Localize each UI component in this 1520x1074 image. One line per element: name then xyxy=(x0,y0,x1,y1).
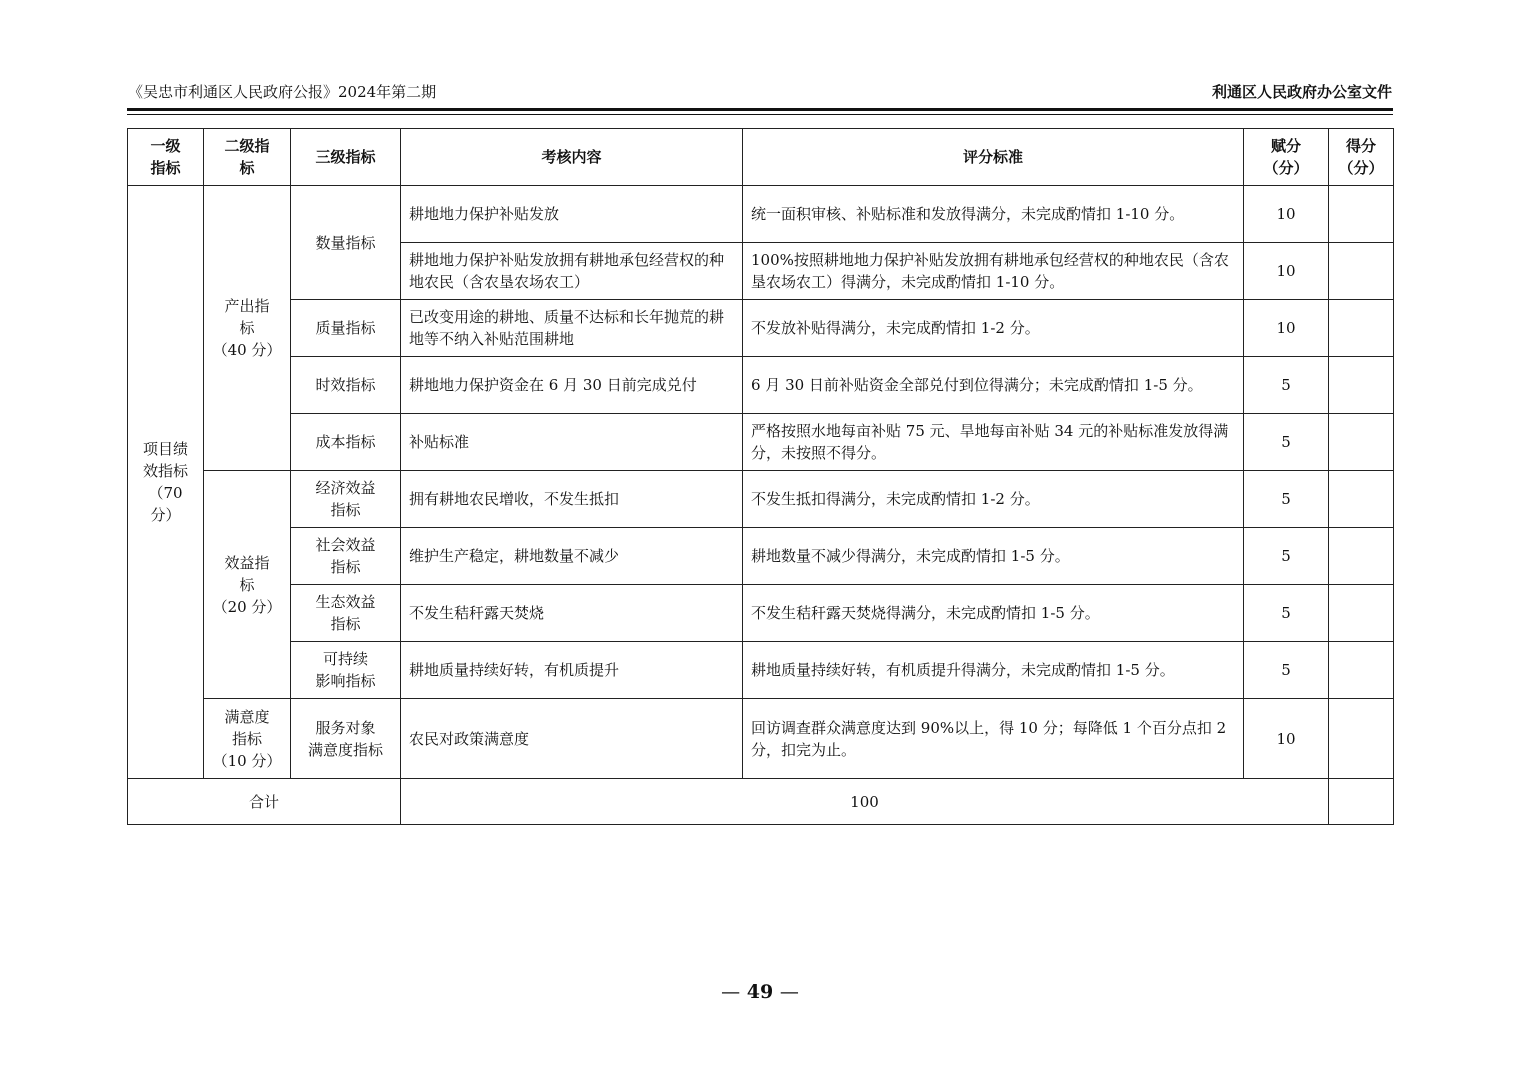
assigned-score-cell: 5 xyxy=(1244,471,1329,528)
header-level3: 三级指标 xyxy=(291,129,401,186)
level2-benefit: 效益指 标 （20 分） xyxy=(204,471,291,699)
assigned-score-cell: 5 xyxy=(1244,357,1329,414)
content-cell: 耕地地力保护补贴发放 xyxy=(401,186,743,243)
standard-cell: 耕地质量持续好转，有机质提升得满分，未完成酌情扣 1-5 分。 xyxy=(743,642,1244,699)
header-level2: 二级指 标 xyxy=(204,129,291,186)
table-row xyxy=(128,699,1394,779)
level1-project-performance: 项目绩 效指标 （70 分） xyxy=(128,186,204,779)
table-row xyxy=(128,357,1394,414)
table-row xyxy=(128,186,1394,243)
level2-output: 产出指 标 （40 分） xyxy=(204,186,291,471)
content-cell: 耕地地力保护资金在 6 月 30 日前完成兑付 xyxy=(401,357,743,414)
level3-ecological-benefit: 生态效益 指标 xyxy=(291,585,401,642)
table-row xyxy=(128,585,1394,642)
header-content: 考核内容 xyxy=(401,129,743,186)
actual-score-cell[interactable] xyxy=(1329,471,1394,528)
content-cell: 拥有耕地农民增收，不发生抵扣 xyxy=(401,471,743,528)
total-actual-score-cell[interactable] xyxy=(1329,779,1394,825)
table-row xyxy=(128,414,1394,471)
page-number: 49 xyxy=(746,981,774,1003)
assigned-score-cell: 5 xyxy=(1244,642,1329,699)
actual-score-cell[interactable] xyxy=(1329,699,1394,779)
level3-social-benefit: 社会效益 指标 xyxy=(291,528,401,585)
header-office-file: 利通区人民政府办公室文件 xyxy=(1211,83,1392,101)
assigned-score-cell: 5 xyxy=(1244,414,1329,471)
standard-cell: 6 月 30 日前补贴资金全部兑付到位得满分；未完成酌情扣 1-5 分。 xyxy=(743,357,1244,414)
header-actual-score: 得分 （分） xyxy=(1329,129,1394,186)
assigned-score-cell: 10 xyxy=(1244,699,1329,779)
assigned-score-cell: 10 xyxy=(1244,243,1329,300)
actual-score-cell[interactable] xyxy=(1329,414,1394,471)
footer-dash-left: — xyxy=(721,981,741,1003)
content-cell: 不发生秸秆露天焚烧 xyxy=(401,585,743,642)
actual-score-cell[interactable] xyxy=(1329,585,1394,642)
content-cell: 已改变用途的耕地、质量不达标和长年抛荒的耕地等不纳入补贴范围耕地 xyxy=(401,300,743,357)
actual-score-cell[interactable] xyxy=(1329,243,1394,300)
level2-satisfaction: 满意度 指标 （10 分） xyxy=(204,699,291,779)
table-row xyxy=(128,300,1394,357)
performance-indicator-table xyxy=(127,128,1394,825)
standard-cell: 100%按照耕地地力保护补贴发放拥有耕地承包经营权的种地农民（含农垦农场农工）得满分，未完成酌情扣 1-10 分。 xyxy=(743,243,1244,300)
level3-cost: 成本指标 xyxy=(291,414,401,471)
table-row xyxy=(128,471,1394,528)
total-label: 合计 xyxy=(128,779,401,825)
header-publication-title: 《吴忠市利通区人民政府公报》2024年第二期 xyxy=(128,83,437,101)
assigned-score-cell: 5 xyxy=(1244,528,1329,585)
table-row xyxy=(128,528,1394,585)
level3-timeliness: 时效指标 xyxy=(291,357,401,414)
header-standard: 评分标准 xyxy=(743,129,1244,186)
level3-quantity: 数量指标 xyxy=(291,186,401,300)
total-value: 100 xyxy=(401,779,1329,825)
table-row xyxy=(128,642,1394,699)
header-level1: 一级 指标 xyxy=(128,129,204,186)
level3-economic-benefit: 经济效益 指标 xyxy=(291,471,401,528)
header-assigned-score: 赋分 （分） xyxy=(1244,129,1329,186)
standard-cell: 统一面积审核、补贴标准和发放得满分，未完成酌情扣 1-10 分。 xyxy=(743,186,1244,243)
content-cell: 维护生产稳定，耕地数量不减少 xyxy=(401,528,743,585)
actual-score-cell[interactable] xyxy=(1329,642,1394,699)
standard-cell: 不发生秸秆露天焚烧得满分，未完成酌情扣 1-5 分。 xyxy=(743,585,1244,642)
standard-cell: 不发生抵扣得满分，未完成酌情扣 1-2 分。 xyxy=(743,471,1244,528)
page-number-footer xyxy=(0,981,1520,1003)
total-row xyxy=(128,779,1394,825)
assigned-score-cell: 10 xyxy=(1244,186,1329,243)
actual-score-cell[interactable] xyxy=(1329,357,1394,414)
standard-cell: 不发放补贴得满分，未完成酌情扣 1-2 分。 xyxy=(743,300,1244,357)
actual-score-cell[interactable] xyxy=(1329,186,1394,243)
header-rule-thin xyxy=(127,114,1393,115)
standard-cell: 严格按照水地每亩补贴 75 元、旱地每亩补贴 34 元的补贴标准发放得满分，未按照不得分。 xyxy=(743,414,1244,471)
header-rule-thick xyxy=(127,108,1393,111)
standard-cell: 耕地数量不减少得满分，未完成酌情扣 1-5 分。 xyxy=(743,528,1244,585)
actual-score-cell[interactable] xyxy=(1329,528,1394,585)
content-cell: 耕地质量持续好转，有机质提升 xyxy=(401,642,743,699)
table-header-row xyxy=(128,129,1394,186)
level3-quality: 质量指标 xyxy=(291,300,401,357)
content-cell: 农民对政策满意度 xyxy=(401,699,743,779)
assigned-score-cell: 10 xyxy=(1244,300,1329,357)
assigned-score-cell: 5 xyxy=(1244,585,1329,642)
level3-service-satisfaction: 服务对象 满意度指标 xyxy=(291,699,401,779)
content-cell: 补贴标准 xyxy=(401,414,743,471)
content-cell: 耕地地力保护补贴发放拥有耕地承包经营权的种地农民（含农垦农场农工） xyxy=(401,243,743,300)
footer-dash-right: — xyxy=(779,981,799,1003)
level3-sustainable-impact: 可持续 影响指标 xyxy=(291,642,401,699)
actual-score-cell[interactable] xyxy=(1329,300,1394,357)
standard-cell: 回访调查群众满意度达到 90%以上，得 10 分；每降低 1 个百分点扣 2 分，扣完为止。 xyxy=(743,699,1244,779)
